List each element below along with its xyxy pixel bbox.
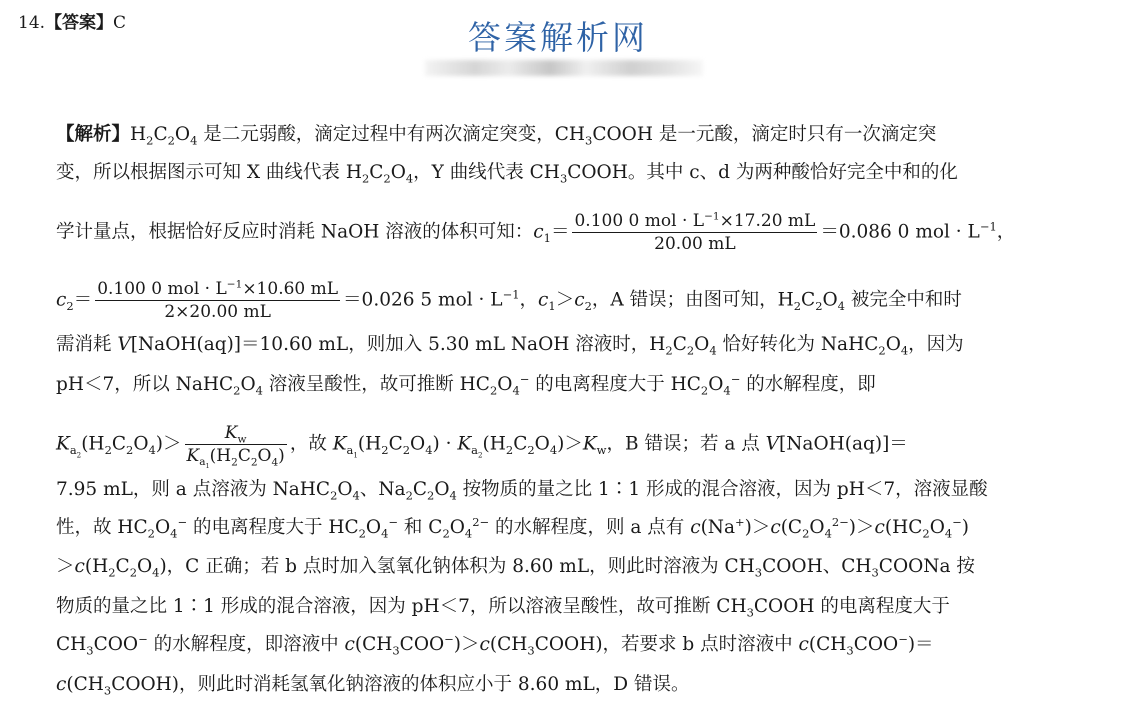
site-watermark: 答案解析网 xyxy=(468,18,648,57)
explanation-line-13: $c(CH_3COOH)$，则此时消耗氢氧化钠溶液的体积应小于 8.60 mL，D 错误。 xyxy=(56,674,690,698)
explanation-line-4: $c_2=$ $\frac{0.100 0 mol \cdot L^{-1}\times 10.60 mL}{2\times 20.00 mL}$ ＝0.026 5 mol · $L^{-1}$，$c_1>c_2$，A 错误；由图可知，$H_2C_2O_4$ 被完全中和时 xyxy=(56,278,962,322)
answer-value: C xyxy=(113,13,127,33)
blurred-url-strip xyxy=(425,60,703,76)
explanation-line-8: 7.95 mL，则 a 点溶液为 $NaHC_2O_4$、$Na_2C_2O_4$ 按物质的量之比 1∶1 形成的混合溶液，因为 pH＜7，溶液显酸 xyxy=(56,479,988,503)
explanation-line-10: $>c(H_2C_2O_4)$，C 正确；若 b 点时加入氢氧化钠体积为 8.60 mL，则此时溶液为 $CH_3COOH$、$CH_3COONa$ 按 xyxy=(56,556,975,580)
explanation-line-7: $K_{a_2}(H_2C_2O_4)>$ $\frac{K_w}{K_{a_1}(H_2C_2O_4)}$ ，故 $K_{a_1}(H_2C_2O_4) \cdot K_{a_2}(H_2C_2O_4)>K_w$，B 错误；若 a 点 V[NaOH(aq)]＝ xyxy=(56,423,908,471)
question-number: 14. xyxy=(18,13,46,33)
explanation-line-3: 学计量点，根据恰好反应时消耗 NaOH 溶液的体积可知：$c_1=$ $\frac{0.100 0 mol \cdot L^{-1}\times 17.20 mL}{20.00 mL}$ ＝0.086 0 mol · $L^{-1}$， xyxy=(56,210,1016,254)
explanation-line-11: 物质的量之比 1∶1 形成的混合溶液，因为 pH＜7，所以溶液呈酸性，故可推断 $CH_3COOH$ 的电离程度大于 xyxy=(56,596,950,620)
explanation-line-6: pH＜7，所以 $NaHC_2O_4$ 溶液呈酸性，故可推断 $HC_2O_4^-$ 的电离程度大于 $HC_2O_4^-$ 的水解程度，即 xyxy=(56,371,876,398)
explanation-line-2: 变，所以根据图示可知 X 曲线代表 $H_2C_2O_4$，Y 曲线代表 $CH_3COOH$。其中 c、d 为两种酸恰好完全中和的化 xyxy=(56,162,958,186)
answer-tag: 【答案】 xyxy=(45,13,114,33)
explanation-line-5: 需消耗 V[NaOH(aq)]＝10.60 mL，则加入 5.30 mL NaOH 溶液时，$H_2C_2O_4$ 恰好转化为 $NaHC_2O_4$，因为 xyxy=(56,334,964,358)
explanation-line-9: 性，故 $HC_2O_4^-$ 的电离程度大于 $HC_2O_4^-$ 和 $C_2O_4^{2-}$ 的水解程度，则 a 点有 $c(Na^+)>c(C_2O_4^{2-})>c(HC_2O_4^-)$ xyxy=(56,514,969,541)
answer-header xyxy=(18,8,126,33)
explanation-line-12: $CH_3COO^-$ 的水解程度，即溶液中 $c(CH_3COO^-)>c(CH_3COOH)$，若要求 b 点时溶液中 $c(CH_3COO^-)=$ xyxy=(56,631,934,658)
explanation-line-1: 【解析】$H_2C_2O_4$ 是二元弱酸，滴定过程中有两次滴定突变，$CH_3COOH$ 是一元酸，滴定时只有一次滴定突 xyxy=(56,124,937,148)
